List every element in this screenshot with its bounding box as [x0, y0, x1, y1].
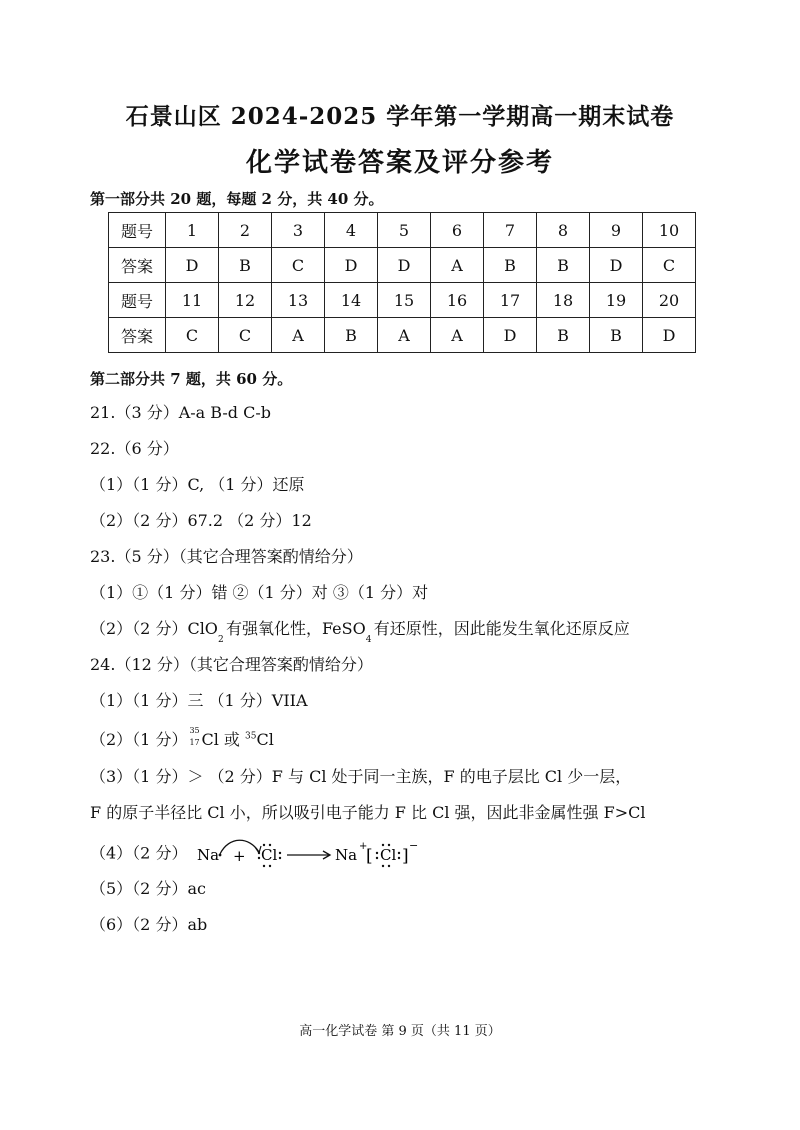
table-cell: A	[431, 248, 484, 283]
table-cell: 14	[325, 283, 378, 318]
answer-row	[109, 248, 696, 283]
table-cell: 11	[166, 283, 219, 318]
table-cell: 7	[484, 213, 537, 248]
row-label: 题号	[109, 283, 166, 318]
table-cell: 15	[378, 283, 431, 318]
q24-4-label: （4）（2 分）	[90, 843, 188, 863]
q23-line: 23.（5 分）（其它合理答案酌情给分）	[90, 547, 363, 566]
table-cell: D	[590, 248, 643, 283]
page-subtitle: 化学试卷答案及评分参考	[245, 148, 554, 178]
answer-row	[109, 318, 696, 353]
table-cell: 1	[166, 213, 219, 248]
q23-2-part-c: 有还原性，因此能发生氧化还原反应	[373, 619, 630, 638]
eq-na: Na	[196, 846, 219, 864]
q24-2-line	[90, 727, 274, 750]
q23-1-line: （1）①（1 分）错 ②（1 分）对 ③（1 分）对	[90, 583, 429, 602]
q24-2-part-c: Cl	[256, 730, 274, 749]
table-cell: B	[325, 318, 378, 353]
row-label: 答案	[109, 248, 166, 283]
table-cell: D	[643, 318, 696, 353]
row-label: 题号	[109, 213, 166, 248]
question-number-row	[109, 283, 696, 318]
eq-cl: Cl	[260, 846, 277, 864]
table-cell: C	[643, 248, 696, 283]
table-cell: 3	[272, 213, 325, 248]
table-cell: D	[484, 318, 537, 353]
eq-cl-charge: −	[408, 839, 418, 852]
q24-5-line: （5）（2 分）ac	[90, 879, 206, 898]
table-cell: 20	[643, 283, 696, 318]
eq-plus: +	[232, 847, 246, 865]
table-cell: 2	[219, 213, 272, 248]
table-cell: 4	[325, 213, 378, 248]
table-cell: 10	[643, 213, 696, 248]
bracket-left: [	[365, 846, 373, 866]
answer-table	[108, 212, 696, 353]
table-cell: D	[166, 248, 219, 283]
mass-number: 35	[189, 726, 200, 735]
table-cell: D	[378, 248, 431, 283]
table-cell: 12	[219, 283, 272, 318]
mass-number-2: 35	[245, 731, 257, 742]
eq-cl-ion: Cl	[379, 846, 396, 864]
eq-na-ion: Na	[334, 846, 357, 864]
part1-heading: 第一部分共 20 题，每题 2 分，共 40 分。	[90, 190, 384, 208]
table-cell: A	[378, 318, 431, 353]
q23-2-line	[90, 616, 630, 645]
subscript-2: 2	[217, 635, 224, 645]
table-cell: 6	[431, 213, 484, 248]
table-cell: A	[272, 318, 325, 353]
atomic-number: 17	[189, 738, 200, 747]
table-cell: C	[219, 318, 272, 353]
row-label: 答案	[109, 318, 166, 353]
q21-line: 21.（3 分）A-a B-d C-b	[90, 403, 271, 422]
page-footer: 高一化学试卷 第 9 页（共 11 页）	[299, 1024, 501, 1039]
q24-1-line: （1）（1 分）三 （1 分）VIIA	[90, 691, 308, 710]
q24-3-line: （3）（1 分）＞ （2 分）F 与 Cl 处于同一主族，F 的电子层比 Cl 少一层，	[90, 767, 632, 786]
table-cell: B	[537, 318, 590, 353]
table-cell: 19	[590, 283, 643, 318]
q23-2-part-b: 有强氧化性，FeSO	[225, 619, 366, 638]
part2-heading: 第二部分共 7 题，共 60 分。	[90, 370, 293, 388]
bracket-right: ]	[401, 846, 409, 866]
table-cell: B	[537, 248, 590, 283]
table-cell: B	[590, 318, 643, 353]
q24-6-line: （6）（2 分）ab	[90, 915, 208, 934]
table-cell: B	[219, 248, 272, 283]
q24-line: 24.（12 分）（其它合理答案酌情给分）	[90, 655, 373, 674]
table-cell: 18	[537, 283, 590, 318]
table-cell: B	[484, 248, 537, 283]
electron-transfer-equation	[193, 832, 443, 872]
q24-3b-line: F 的原子半径比 Cl 小，所以吸引电子能力 F 比 Cl 强，因此非金属性强 F>Cl	[90, 803, 646, 822]
q22-2-line: （2）（2 分）67.2 （2 分）12	[90, 511, 312, 530]
q24-4-line	[90, 832, 443, 872]
table-cell: 16	[431, 283, 484, 318]
q24-2-part-b: Cl 或	[201, 730, 245, 749]
q22-1-line: （1）（1 分）C, （1 分）还原	[90, 475, 305, 494]
page-title: 石景山区 2024-2025 学年第一学期高一期末试卷	[125, 103, 675, 130]
table-cell: A	[431, 318, 484, 353]
table-cell: 5	[378, 213, 431, 248]
question-number-row	[109, 213, 696, 248]
q22-line: 22.（6 分）	[90, 439, 179, 458]
q24-2-part-a: （2）（1 分）	[90, 730, 188, 749]
table-cell: 17	[484, 283, 537, 318]
table-cell: 13	[272, 283, 325, 318]
table-cell: C	[272, 248, 325, 283]
subscript-4: 4	[365, 635, 372, 645]
eq-na-electron-dot	[218, 854, 221, 857]
table-cell: D	[325, 248, 378, 283]
table-cell: C	[166, 318, 219, 353]
table-cell: 8	[537, 213, 590, 248]
table-cell: 9	[590, 213, 643, 248]
eq-na-charge: +	[358, 841, 367, 852]
q23-2-part-a: （2）（2 分）ClO	[90, 619, 218, 638]
